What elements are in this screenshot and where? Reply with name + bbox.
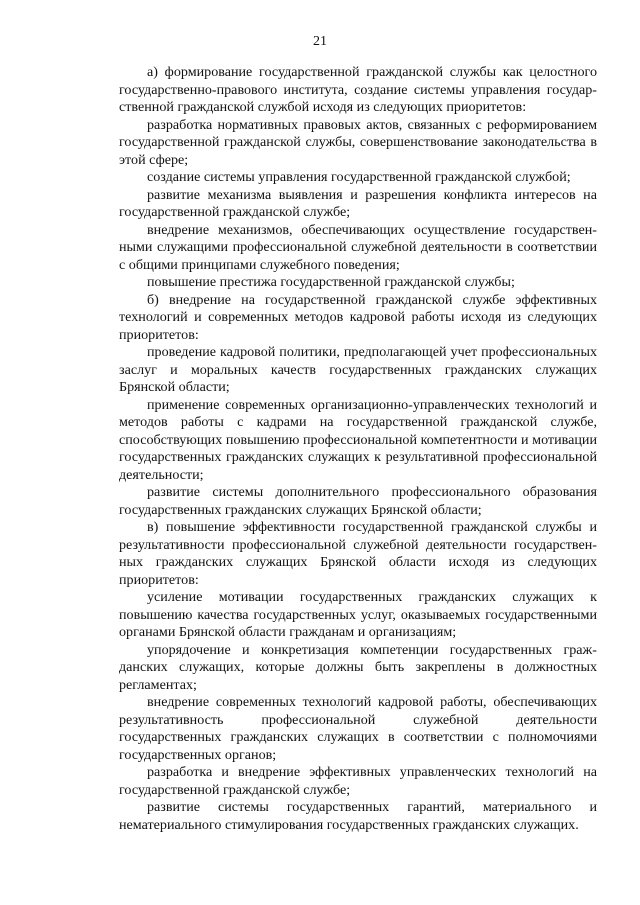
list-item: повышение престижа государственной гражданской службы; (147, 274, 515, 290)
document-body (119, 64, 597, 834)
paragraph-b-intro: б) внедрение на государственной гражданской службе эффективных технологий и современных методов кадровой работы исходя из следующих приоритетов: (119, 291, 597, 343)
list-item: разработка и внедрение эффективных управленческих технологий на государственной гражданской службе; (119, 764, 597, 798)
list-item: развитие механизма выявления и разрешения конфликта интересов на государственной гражданской службе; (119, 186, 597, 220)
list-item: упорядочение и конкретизация компетенции государственных гражданских служащих, которые должны быть закреплены в должностных регламентах; (119, 641, 597, 693)
list-item: усиление мотивации государственных гражданских служащих к повышению качества государственных услуг, оказываемых государственными органами Брянской области гражданам и организациям; (119, 589, 597, 640)
list-item: создание системы управления государственной гражданской службой; (147, 169, 571, 185)
paragraph-a-intro: а) формирование государственной гражданской службы как целостного государственно-правового института, создание системы управления государственной гражданской службой исходя из следующих приоритетов: (119, 64, 597, 115)
list-item: проведение кадровой политики, предполагающей учет профессиональных заслуг и моральных качеств государственных гражданских служащих Брянской области; (119, 344, 597, 395)
page-number: 21 (313, 34, 327, 49)
paragraph-c-intro: в) повышение эффективности государственной гражданской службы и результативности профессиональной служебной деятельности государственных гражданских служащих Брянской области исходя из следующих приоритетов: (119, 519, 597, 588)
list-item: разработка нормативных правовых актов, связанных с реформированием государственной гражданской службы, совершенствование законодательства в этой сфере; (119, 116, 597, 168)
list-item: применение современных организационно-управленческих технологий и методов работы с кадрами на государственной гражданской службе, способствующих повышению профессиональной компетентности и мотивации государственных гражданских служащих к результативной профессиональной деятельности; (119, 396, 597, 483)
list-item: развитие системы дополнительного профессионального образования государственных гражданских служащих Брянской области; (119, 484, 597, 518)
list-item: развитие системы государственных гарантий, материального и нематериального стимулирования государственных гражданских служащих. (119, 799, 597, 833)
list-item: внедрение современных технологий кадровой работы, обеспечивающих результативность профессиональной служебной деятельности государственных гражданских служащих в соответствии с полномочиями государственных органов; (119, 694, 597, 763)
list-item: внедрение механизмов, обеспечивающих осуществление государственными служащими профессиональной служебной деятельности в соответствии с общими принципами служебного поведения; (119, 221, 597, 273)
